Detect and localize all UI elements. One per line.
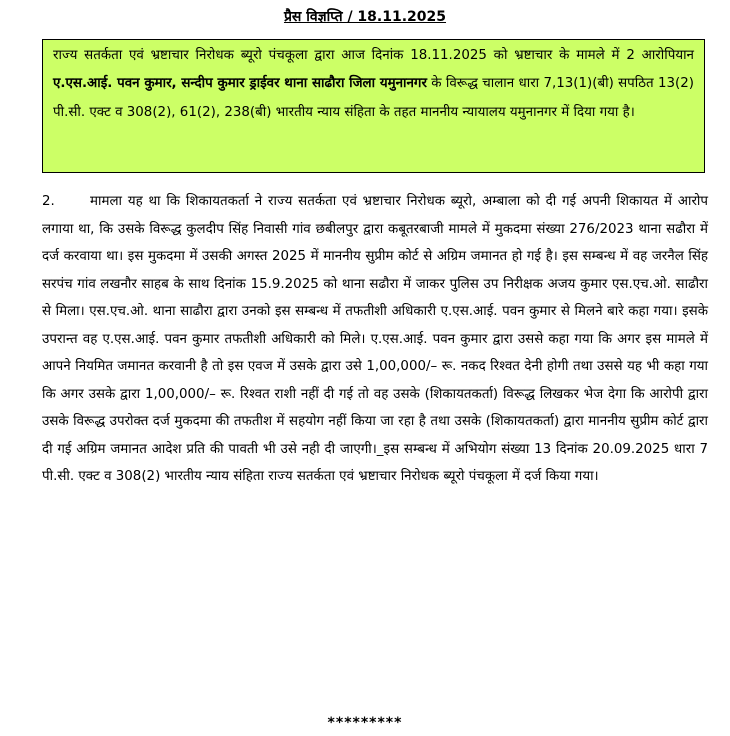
summary-highlight-box bbox=[42, 39, 705, 173]
press-release-title: प्रैस विज्ञप्ति / 18.11.2025 bbox=[283, 9, 447, 25]
summary-text-intro: राज्य सतर्कता एवं भ्रष्टाचार निरोधक ब्यूरो पंचकूला द्वारा आज दिनांक 18.11.2025 को भ्रष्टाचार के मामले में 2 आरोपियान bbox=[53, 48, 694, 63]
summary-text-charges: के विरूद्ध चालान धारा 7,13(1)(बी) सपठित 13(2) पी.सी. एक्ट व 308(2), 61(2), 238(बी) भारतीय न्याय संहिता के तहत माननीय न्यायालय यमुनानगर में दिया गया है। bbox=[53, 76, 694, 120]
paragraph-number: 2. bbox=[42, 194, 55, 209]
case-details-paragraph bbox=[42, 188, 708, 491]
summary-accused-names: ए.एस.आई. पवन कुमार, सन्दीप कुमार ड्राईवर थाना साढौरा जिला यमुनानगर bbox=[53, 76, 427, 92]
paragraph-body: मामला यह था कि शिकायतकर्ता ने राज्य सतर्कता एवं भ्रष्टाचार निरोधक ब्यूरो, अम्बाला को दी गई अपनी शिकायत में आरोप लगाया था, कि उसके विरूद्ध कुलदीप सिंह निवासी गांव छबीलपुर द्वारा कबूतरबाजी मामले में मुकदमा संख्या 276/2023 थाना सढौरा में दर्ज करवाया था। इस मुकदमा में उसकी अगस्त 2025 में माननीय सुप्रीम कोर्ट से अग्रिम जमानत हो गई है। इस सम्बन्ध में वह जरनैल सिंह सरपंच गांव लखनौर साहब के साथ दिनांक 15.9.2025 को थाना सढौरा में जाकर पुलिस उप निरीक्षक अजय कुमार एस.एच.ओ. साढौरा से मिला। एस.एच.ओ. थाना साढौरा द्वारा उनको इस सम्बन्ध में तफतीशी अधिकारी ए.एस.आई. पवन कुमार से मिलने बारे कहा गया। इसके उपरान्त वह ए.एस.आई. पवन कुमार तफतीशी अधिकारी को मिले। ए.एस.आई. पवन कुमार द्वारा उससे कहा गया कि अगर इस मामले में आपने नियमित जमानत करवानी है तो इस एवज में उसके द्वारा उसे 1,00,000/– रू. नकद रिश्वत देनी होगी तथा उससे यह भी कहा गया कि अगर उसके द्वारा 1,00,000/– रू. रिश्वत राशी नहीं दी गई तो वह उसके (शिकायतकर्ता) विरूद्ध लिखकर भेज देगा कि आरोपी द्वारा उसके विरूद्ध उपरोक्त दर्ज मुकदमा की तफतीश में सहयोग नहीं किया जा रहा है तथा उसके (शिकायतकर्ता) द्वारा माननीय सुप्रीम कोर्ट द्वारा दी गई अग्रिम जमानत आदेश प्रति की पावती भी उसे नही दी जाएगी।_इस सम्बन्ध में अभियोग संख्या 13 दिनांक 20.09.2025 धारा 7 पी.सी. एक्ट व 308(2) भारतीय न्याय संहिता राज्य सतर्कता एवं भ्रष्टाचार निरोधक ब्यूरो पंचकूला में दर्ज किया गया। bbox=[42, 194, 708, 484]
end-separator: ********* bbox=[327, 715, 403, 731]
